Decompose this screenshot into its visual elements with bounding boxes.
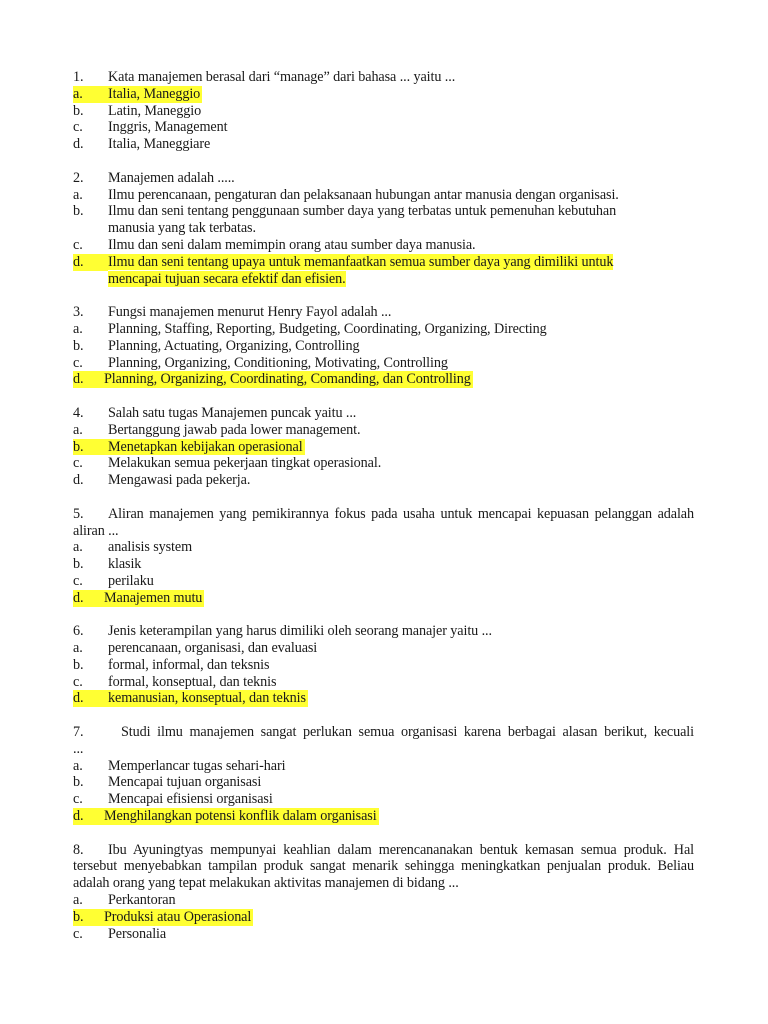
question-text: Aliran manajemen yang pemikirannya fokus pada usaha untuk mencapai kepuasan pelanggan adalah aliran ... [73, 505, 694, 539]
option-text: analisis system [108, 539, 193, 556]
option-text: Personalia [108, 925, 167, 942]
option-b [73, 103, 694, 120]
option-c [73, 119, 694, 136]
question-2 [73, 170, 694, 288]
question-stem [73, 170, 694, 187]
question-stem [73, 623, 694, 640]
option-c [73, 355, 694, 372]
option-c [73, 573, 694, 590]
option-label: c. [73, 119, 83, 136]
option-label: a. [73, 421, 83, 438]
option-text: Planning, Organizing, Coordinating, Comanding, dan Controlling [104, 371, 471, 388]
option-c [73, 926, 694, 943]
option-a [73, 758, 694, 775]
option-a-correct [73, 86, 202, 103]
option-text: kemanusian, konseptual, dan teknis [108, 690, 306, 707]
option-text: Italia, Maneggiare [108, 136, 211, 153]
option-c [73, 674, 694, 691]
option-label: b. [73, 102, 84, 119]
option-text: klasik [108, 556, 142, 573]
option-a [73, 539, 694, 556]
question-number: 8. [73, 841, 84, 858]
option-text: Ilmu dan seni tentang penggunaan sumber daya yang terbatas untuk pemenuhan kebutuhan manusia yang tak terbatas. [108, 203, 617, 237]
option-label: c. [73, 572, 83, 589]
option-a [73, 640, 694, 657]
option-text: Memperlancar tugas sehari-hari [108, 757, 286, 774]
option-b [73, 556, 694, 573]
option-text: Mengawasi pada pekerja. [108, 472, 251, 489]
option-text: Produksi atau Operasional [104, 908, 252, 925]
document-page [73, 69, 694, 959]
question-text: Ibu Ayuningtyas mempunyai keahlian dalam merencananakan bentuk kemasan semua produk. Hal tersebut menyebabkan tampilan produk sangat menarik sehingga meningkatkan penjualan produk. Beliau adalah orang yang tepat melakukan aktivitas manajemen di bidang ... [73, 841, 694, 892]
option-text: Manajemen mutu [104, 589, 203, 606]
option-label: b. [73, 556, 84, 573]
option-text: Planning, Organizing, Conditioning, Motivating, Controlling [108, 354, 448, 371]
question-text: Salah satu tugas Manajemen puncak yaitu ... [108, 404, 357, 421]
option-text: Planning, Staffing, Reporting, Budgeting, Coordinating, Organizing, Directing [108, 320, 547, 337]
question-number: 1. [73, 69, 84, 85]
option-a [73, 422, 694, 439]
option-label: b. [73, 203, 84, 220]
option-label: d. [73, 371, 104, 388]
question-number: 3. [73, 304, 84, 321]
option-label: a. [73, 320, 83, 337]
question-text: Fungsi manajemen menurut Henry Fayol adalah ... [108, 304, 392, 321]
option-text: Planning, Actuating, Organizing, Controlling [108, 337, 360, 354]
question-6 [73, 623, 694, 707]
option-d-correct [73, 590, 204, 607]
option-c [73, 791, 694, 808]
option-d [73, 472, 694, 489]
option-label: a. [73, 186, 83, 203]
option-text: Mencapai tujuan organisasi [108, 774, 262, 791]
question-stem [73, 304, 694, 321]
question-text: Jenis keterampilan yang harus dimiliki oleh seorang manajer yaitu ... [108, 623, 492, 640]
option-label: c. [73, 791, 83, 808]
option-d-correct [73, 371, 473, 388]
option-c [73, 237, 694, 254]
option-text: Ilmu perencanaan, pengaturan dan pelaksanaan hubungan antar manusia dengan organisasi. [108, 186, 619, 203]
question-5 [73, 506, 694, 607]
question-7 [73, 724, 694, 825]
option-text: formal, informal, dan teksnis [108, 656, 270, 673]
option-label: c. [73, 455, 83, 472]
option-text: Melakukan semua pekerjaan tingkat operasional. [108, 455, 382, 472]
option-text: Inggris, Management [108, 119, 228, 136]
option-b [73, 774, 694, 791]
option-label: d. [73, 808, 104, 825]
question-stem [73, 842, 694, 892]
option-label: a. [73, 892, 83, 909]
option-label: b. [73, 909, 104, 926]
option-text: Menghilangkan potensi konflik dalam organisasi [104, 808, 377, 825]
option-label: a. [73, 640, 83, 657]
option-label: b. [73, 774, 84, 791]
option-label: b. [73, 439, 108, 456]
option-b [73, 203, 694, 237]
option-d [73, 136, 694, 153]
question-text: Studi ilmu manajemen sangat perlukan semua organisasi karena berbagai alasan berikut, kecuali ... [73, 724, 694, 757]
option-text: Bertanggung jawab pada lower management. [108, 421, 361, 438]
question-stem [73, 405, 694, 422]
question-3 [73, 304, 694, 388]
option-text: Italia, Maneggio [108, 85, 201, 102]
option-label: b. [73, 337, 84, 354]
option-text: perilaku [108, 572, 154, 589]
option-b-correct [73, 909, 253, 926]
option-label: a. [73, 757, 83, 774]
question-stem [73, 724, 694, 758]
option-text: Mencapai efisiensi organisasi [108, 791, 273, 808]
option-a [73, 892, 694, 909]
option-label: a. [73, 86, 108, 103]
option-d-correct [73, 808, 379, 825]
question-number: 7. [73, 724, 84, 741]
question-stem [73, 506, 694, 540]
question-number: 4. [73, 404, 84, 421]
option-d-correct [73, 254, 694, 288]
option-text: Ilmu dan seni dalam memimpin orang atau sumber daya manusia. [108, 236, 476, 253]
question-number: 2. [73, 169, 84, 186]
question-text: Manajemen adalah ..... [108, 169, 235, 186]
question-stem [73, 69, 694, 86]
option-c [73, 455, 694, 472]
option-label: c. [73, 354, 83, 371]
option-b [73, 338, 694, 355]
option-text: Perkantoran [108, 892, 176, 909]
option-label: c. [73, 236, 83, 253]
option-text: Ilmu dan seni tentang upaya untuk memanfaatkan semua sumber daya yang dimiliki untuk mencapai tujuan secara efektif dan efisien. [108, 253, 614, 287]
option-a [73, 321, 694, 338]
option-d-correct [73, 690, 308, 707]
option-text: Latin, Maneggio [108, 102, 202, 119]
question-8 [73, 842, 694, 943]
option-label: d. [73, 690, 108, 707]
question-number: 5. [73, 505, 84, 522]
option-label: d. [73, 136, 84, 153]
option-label: c. [73, 673, 83, 690]
question-1 [73, 69, 694, 153]
option-b [73, 657, 694, 674]
option-text: formal, konseptual, dan teknis [108, 673, 277, 690]
option-label: d. [73, 254, 108, 271]
option-label: d. [73, 590, 104, 607]
question-text: Kata manajemen berasal dari “manage” dari bahasa ... yaitu ... [108, 69, 456, 85]
option-label: d. [73, 472, 84, 489]
option-a [73, 187, 694, 204]
option-b-correct [73, 439, 305, 456]
option-text: perencanaan, organisasi, dan evaluasi [108, 640, 318, 657]
question-4 [73, 405, 694, 489]
option-text: Menetapkan kebijakan operasional [108, 438, 303, 455]
question-number: 6. [73, 623, 84, 640]
option-label: c. [73, 925, 83, 942]
option-label: a. [73, 539, 83, 556]
option-label: b. [73, 656, 84, 673]
